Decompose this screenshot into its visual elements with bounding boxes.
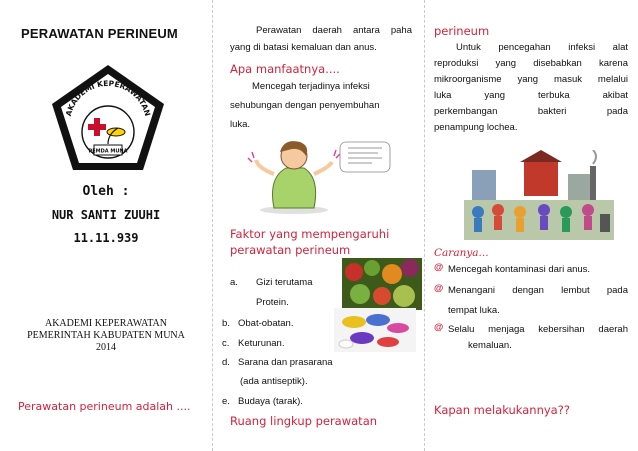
- pills-photo: [334, 308, 416, 352]
- continued-heading: perineum: [434, 24, 490, 38]
- factor-item-d-cont: (ada antiseptik).: [240, 376, 308, 387]
- method-item-2: Menangani dengan lembut pada: [448, 285, 628, 296]
- academy-logo: [48, 62, 168, 174]
- factor-item-b: Obat-obatan.: [238, 318, 294, 329]
- benefit-line-2: sehubungan dengan penyembuhan: [230, 100, 380, 111]
- panel-right: [424, 0, 638, 451]
- woman-illustration: [244, 138, 394, 216]
- oleh-label: Oleh :: [82, 184, 130, 199]
- scope-heading: Ruang lingkup perawatan: [230, 414, 378, 428]
- benefit-line-3: luka.: [230, 119, 251, 130]
- factor-item-d: Sarana dan prasarana: [238, 357, 333, 368]
- factor-item-a: Gizi terutama: [256, 277, 313, 288]
- factor-marker-e: e.: [222, 396, 230, 407]
- factor-marker-d: d.: [222, 357, 230, 368]
- factors-heading-line-2: perawatan perineum: [230, 243, 351, 257]
- purpose-line-6: penampung lochea.: [434, 122, 518, 133]
- factor-item-c: Keturunan.: [238, 338, 285, 349]
- method-item-3-cont: kemaluan.: [468, 340, 512, 351]
- method-bullet-2: @: [434, 283, 444, 294]
- methods-heading: Caranya...: [434, 247, 489, 259]
- author-id: 11.11.939: [73, 231, 139, 245]
- intro-line-2: yang di batasi kemaluan dan anus.: [230, 42, 377, 53]
- intro-line-1: Perawatan daerah antara paha: [256, 25, 412, 36]
- vegetables-photo: [342, 258, 422, 310]
- method-bullet-1: @: [434, 262, 444, 273]
- institution-line-2: PEMERINTAH KABUPATEN MUNA: [27, 330, 185, 341]
- bacteria-environment-illustration: [464, 150, 614, 240]
- author-name: NUR SANTI ZUUHI: [51, 208, 161, 222]
- institution-year: 2014: [96, 342, 116, 353]
- logo-banner-text: PEMDA MUNA: [88, 148, 128, 155]
- benefit-line-1: Mencegah terjadinya infeksi: [252, 81, 370, 92]
- method-bullet-3: @: [434, 322, 444, 333]
- logo-ring-text: AKADEMI KEPERAWATAN: [63, 78, 153, 118]
- purpose-line-1: Untuk pencegahan infeksi alat: [456, 42, 628, 53]
- institution-line-1: AKADEMI KEPERAWATAN: [44, 318, 167, 329]
- purpose-line-5: perkembangan bakteri pada: [434, 106, 628, 117]
- purpose-line-3: mikroorganisme yang masuk melalui: [434, 74, 628, 85]
- purpose-line-2: reproduksi yang disebabkan karena: [434, 58, 628, 69]
- factor-item-e: Budaya (tarak).: [238, 396, 303, 407]
- definition-heading: Perawatan perineum adalah ....: [18, 400, 191, 413]
- method-item-1: Mencegah kontaminasi dari anus.: [448, 264, 591, 275]
- benefit-heading: Apa manfaatnya....: [230, 62, 340, 76]
- factor-marker-a: a.: [230, 277, 238, 288]
- institution-block: [0, 318, 212, 354]
- factor-item-a-cont: Protein.: [256, 297, 289, 308]
- panel-cover: [0, 0, 212, 451]
- method-item-3: Selalu menjaga kebersihan daerah: [448, 324, 628, 335]
- panel-middle: [212, 0, 424, 451]
- when-heading: Kapan melakukannya??: [434, 403, 570, 417]
- factors-heading-line-1: Faktor yang mempengaruhi: [230, 227, 390, 241]
- method-item-2-cont: tempat luka.: [448, 305, 500, 316]
- page-title: PERAWATAN PERINEUM: [21, 26, 178, 41]
- factor-marker-b: b.: [222, 318, 230, 329]
- purpose-line-4: luka yang terbuka akibat: [434, 90, 628, 101]
- factor-marker-c: c.: [222, 338, 230, 349]
